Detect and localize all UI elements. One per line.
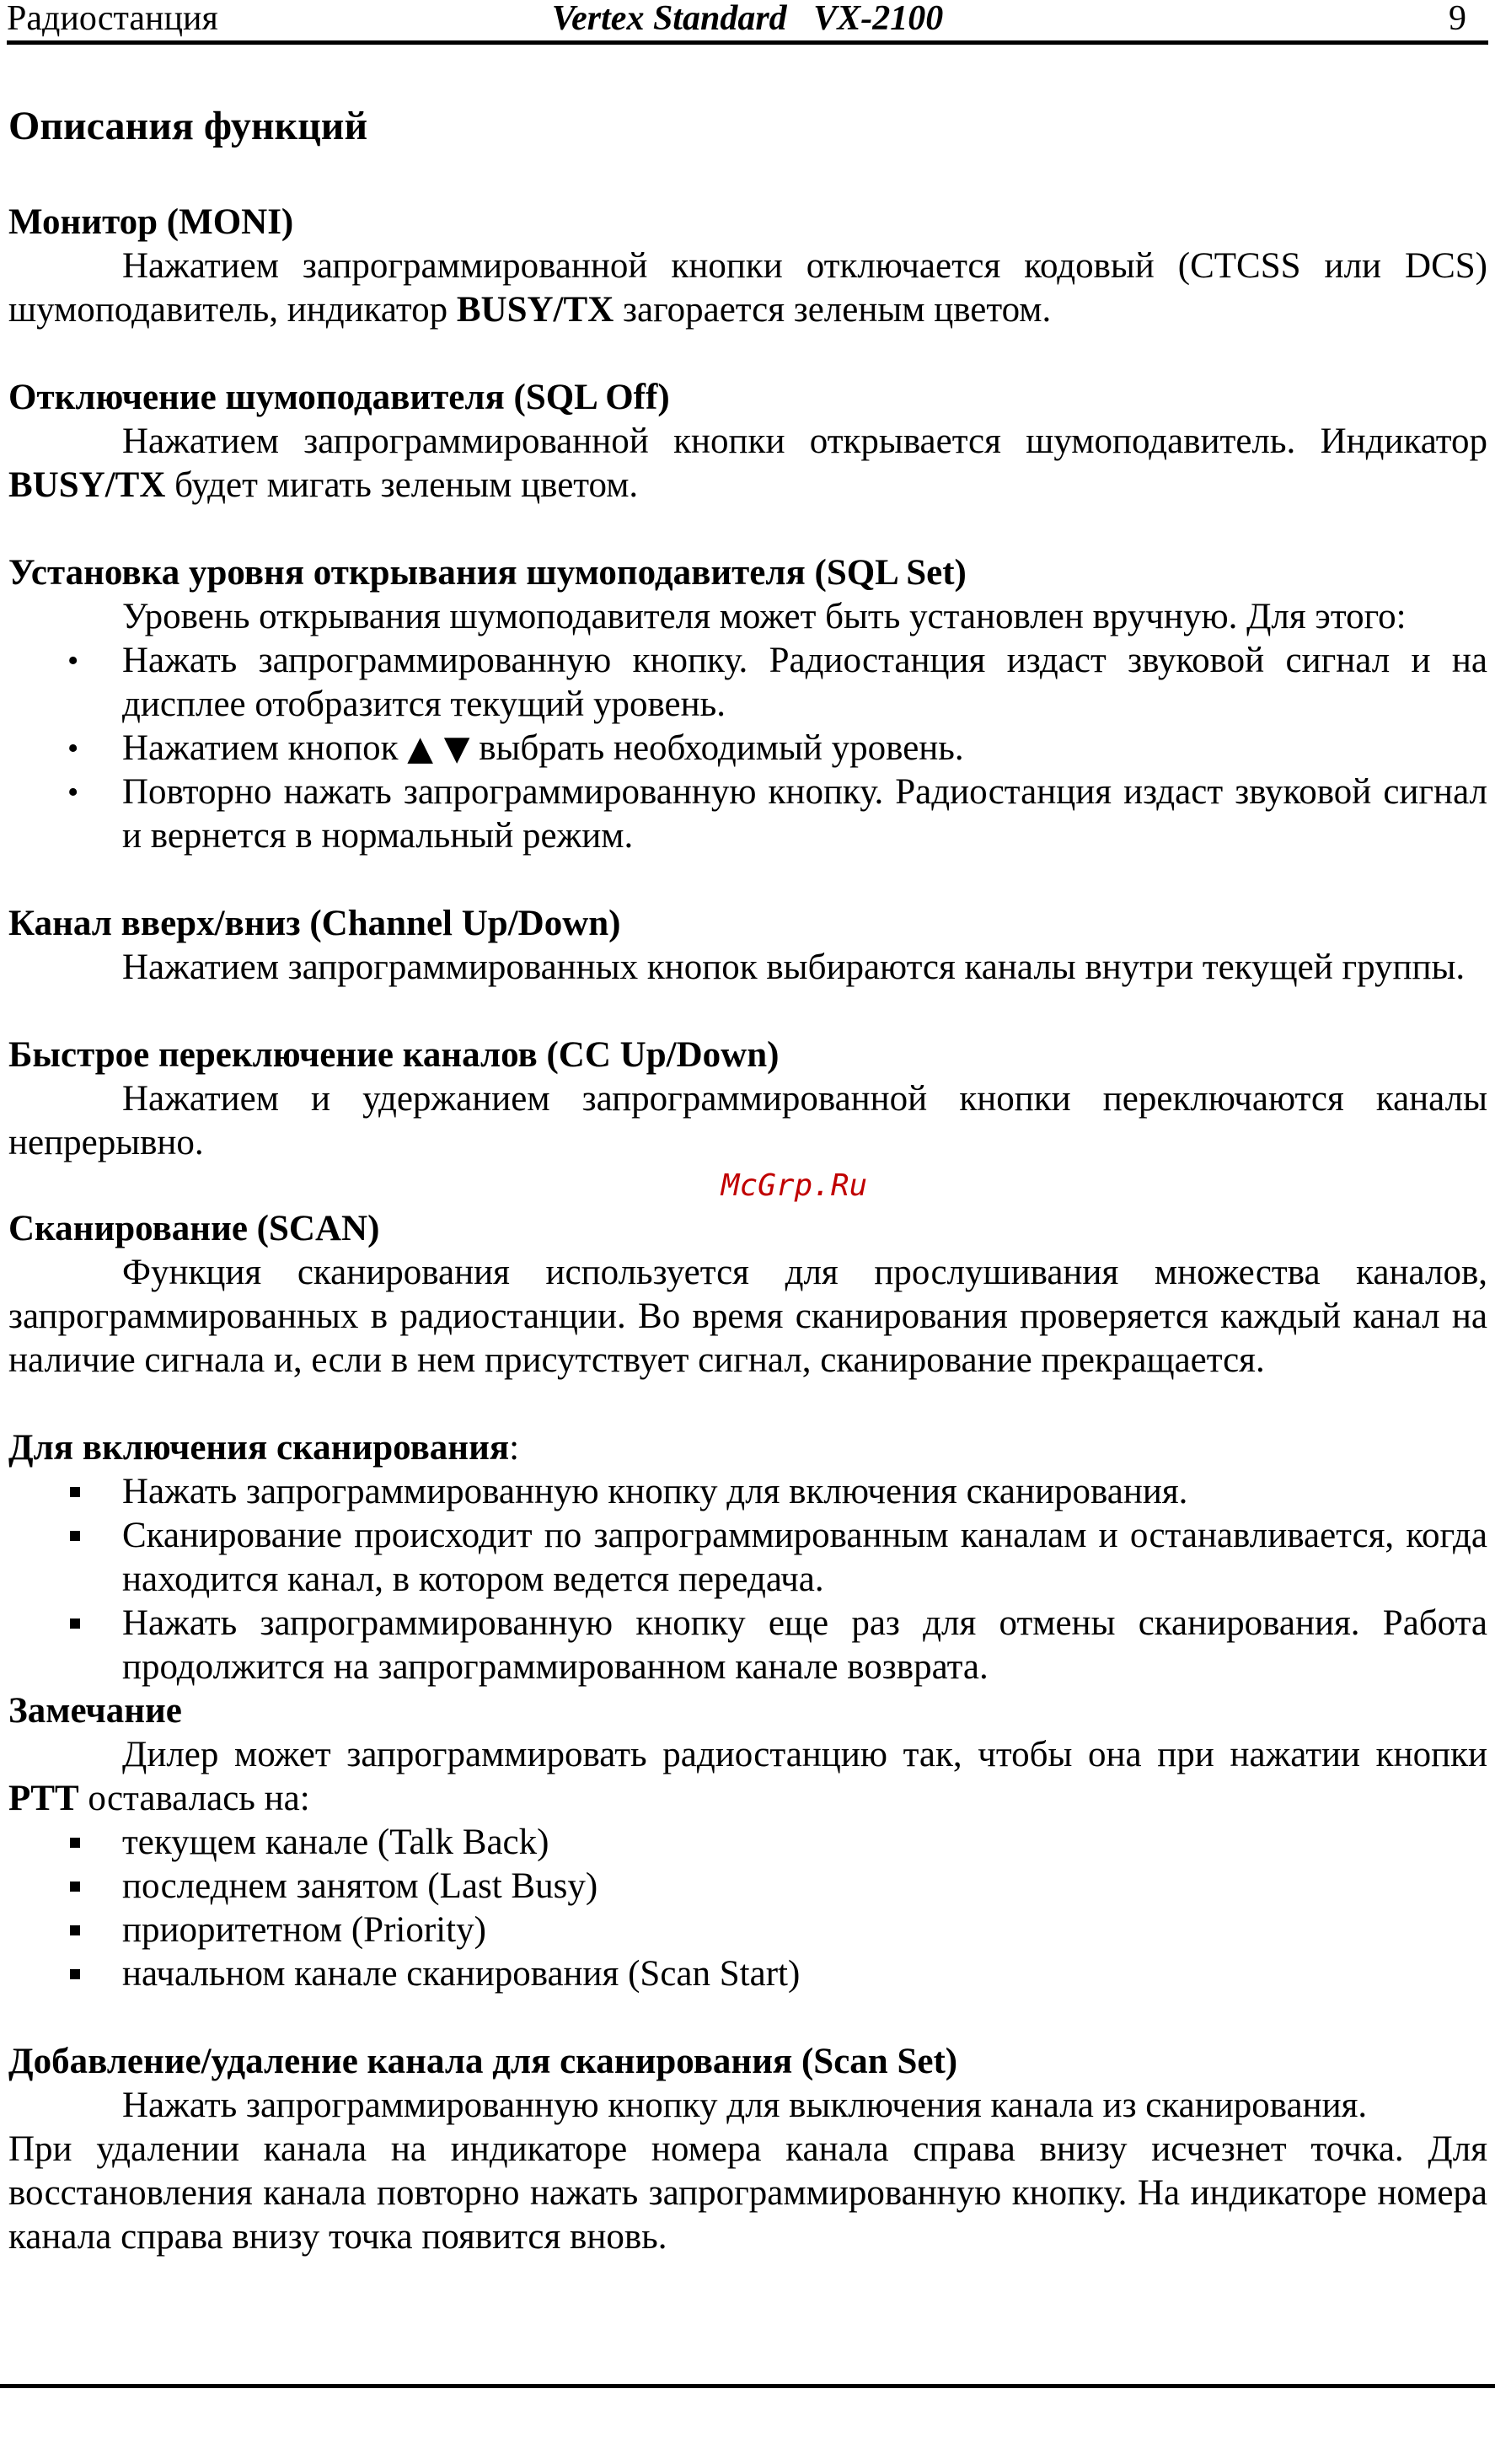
square-bullet-icon <box>70 1619 80 1629</box>
list-item-text: начальном канале сканирования (Scan Start) <box>122 1954 801 1994</box>
list-item <box>8 770 1487 858</box>
text: Нажатием запрограммированной кнопки открывается шумоподавитель. Индикатор <box>122 421 1487 461</box>
section-title: Отключение шумоподавителя (SQL Off) <box>8 378 670 417</box>
list-item <box>8 1952 1487 1996</box>
paragraph: Нажатием и удержанием запрограммированной кнопки переключаются каналы непрерывно. <box>8 1079 1487 1162</box>
bullet-icon: • <box>67 775 79 810</box>
list-item <box>8 1821 1487 1865</box>
bullet-list <box>8 1821 1487 1996</box>
section-moni <box>8 201 1487 332</box>
list-item-text: последнем занятом (Last Busy) <box>122 1866 598 1906</box>
bullet-icon: • <box>67 643 79 679</box>
section-title-text: Для включения сканирования <box>8 1428 510 1468</box>
list-item <box>8 1865 1487 1908</box>
page-title: Описания функций <box>8 104 368 148</box>
square-bullet-icon <box>70 1969 80 1979</box>
page-content <box>8 101 1487 2303</box>
bold-term: BUSY/TX <box>8 465 166 505</box>
paragraph: Уровень открывания шумоподавителя может быть установлен вручную. Для этого: <box>122 597 1407 636</box>
section-note <box>8 1689 1487 1996</box>
list-item-text: приоритетном (Priority) <box>122 1910 486 1950</box>
bullet-list <box>8 1470 1487 1689</box>
square-bullet-icon <box>70 1838 80 1848</box>
section-title: Канал вверх/вниз (Channel Up/Down) <box>8 904 621 943</box>
list-item <box>8 1602 1487 1689</box>
section-cc-up-down <box>8 1033 1487 1165</box>
section-sql-off <box>8 376 1487 507</box>
list-item-text: текущем канале (Talk Back) <box>122 1823 549 1862</box>
list-item <box>8 727 1487 770</box>
paragraph: При удалении канала на индикаторе номера канала справа внизу исчезнет точка. Для восстановления канала повторно нажать запрограммированную кнопку. На индикаторе номера канала справа внизу точка появится вновь. <box>8 2129 1487 2257</box>
page-number: 9 <box>1449 0 1466 38</box>
text: будет мигать зеленым цветом. <box>165 465 639 505</box>
paragraph <box>8 244 1487 332</box>
section-title: Монитор (MONI) <box>8 202 294 242</box>
list-item <box>8 639 1487 727</box>
text: Нажатием запрограммированной кнопки отключается кодовый (CTCSS или DCS) шумоподавитель, индикатор <box>8 246 1487 330</box>
section-scan <box>8 1207 1487 1382</box>
section-scan-on <box>8 1426 1487 1689</box>
text: загорается зеленым цветом. <box>614 290 1052 330</box>
text: : <box>509 1428 520 1468</box>
page-header <box>7 0 1488 45</box>
section-title: Установка уровня открывания шумоподавителя (SQL Set) <box>8 553 967 593</box>
list-item-text: Повторно нажать запрограммированную кнопку. Радиостанция издаст звуковой сигнал и вернется в нормальный режим. <box>122 772 1487 856</box>
list-item-text: Нажать запрограммированную кнопку еще раз для отмены сканирования. Работа продолжится на запрограммированном канале возврата. <box>122 1603 1487 1687</box>
bold-term: PTT <box>8 1779 79 1818</box>
paragraph <box>8 420 1487 507</box>
section-sql-set <box>8 551 1487 858</box>
square-bullet-icon <box>70 1531 80 1541</box>
paragraph: Функция сканирования используется для прослушивания множества каналов, запрограммированных в радиостанции. Во время сканирования проверяется каждый канал на наличие сигнала и, если в нем присутствует сигнал, сканирование прекращается. <box>8 1253 1487 1380</box>
square-bullet-icon <box>70 1882 80 1892</box>
list-item-text: выбрать необходимый уровень. <box>469 728 964 768</box>
section-title: Сканирование (SCAN) <box>8 1209 380 1248</box>
list-item <box>8 1908 1487 1952</box>
paragraph: Нажатием запрограммированных кнопок выбираются каналы внутри текущей группы. <box>122 947 1466 987</box>
section-title: Быстрое переключение каналов (CC Up/Down) <box>8 1035 780 1075</box>
section-title: Замечание <box>8 1691 182 1731</box>
up-down-arrows-icon: ▲ ▼ <box>407 729 470 768</box>
list-item-text: Нажать запрограммированную кнопку. Радиостанция издаст звуковой сигнал и на дисплее отобразится текущий уровень. <box>122 641 1487 724</box>
square-bullet-icon <box>70 1487 80 1497</box>
paragraph: Нажать запрограммированную кнопку для выключения канала из сканирования. <box>122 2086 1368 2125</box>
bold-term: BUSY/TX <box>456 290 614 330</box>
section-title: Добавление/удаление канала для сканирования (Scan Set) <box>8 2042 958 2081</box>
header-model: Vertex Standard VX-2100 <box>551 0 944 38</box>
bullet-list <box>8 639 1487 858</box>
section-title <box>8 1426 1487 1470</box>
bullet-icon: • <box>67 731 79 766</box>
list-item-text: Нажатием кнопок <box>122 728 408 768</box>
paragraph <box>8 1733 1487 1821</box>
list-item <box>8 1514 1487 1602</box>
square-bullet-icon <box>70 1925 80 1935</box>
text: оставалась на: <box>78 1779 310 1818</box>
list-item-text: Сканирование происходит по запрограммированным каналам и останавливается, когда находится канал, в котором ведется передача. <box>122 1516 1487 1599</box>
section-channel-up-down <box>8 902 1487 990</box>
list-item-text: Нажать запрограммированную кнопку для включения сканирования. <box>122 1472 1188 1511</box>
text: Дилер может запрограммировать радиостанцию так, чтобы она при нажатии кнопки <box>122 1735 1487 1774</box>
header-doc-type: Радиостанция <box>7 0 218 38</box>
footer-divider <box>0 2384 1495 2388</box>
list-item <box>8 1470 1487 1514</box>
watermark: McGrp.Ru <box>721 1168 868 1203</box>
section-scan-set <box>8 2040 1487 2259</box>
